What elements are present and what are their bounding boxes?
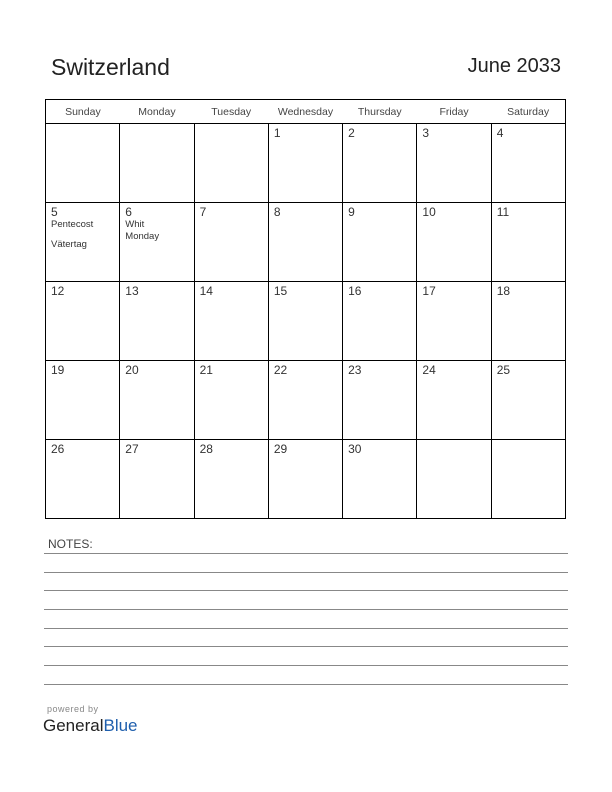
notes-line xyxy=(44,665,568,666)
day-number: 3 xyxy=(422,126,430,140)
weekday-friday: Friday xyxy=(417,100,491,124)
day-cell xyxy=(491,124,565,203)
day-number: 23 xyxy=(348,363,362,377)
day-number: 4 xyxy=(496,126,504,140)
day-cell xyxy=(194,203,268,282)
day-number: 20 xyxy=(125,363,139,377)
week-row xyxy=(46,282,566,361)
notes-line xyxy=(44,609,568,610)
weekday-tuesday: Tuesday xyxy=(194,100,268,124)
weekday-thursday: Thursday xyxy=(343,100,417,124)
day-cell xyxy=(268,282,342,361)
day-cell xyxy=(268,440,342,519)
day-cell xyxy=(417,361,491,440)
weekday-saturday: Saturday xyxy=(491,100,565,124)
day-number: 24 xyxy=(422,363,436,377)
day-number: 25 xyxy=(496,363,511,377)
day-number: 7 xyxy=(199,205,207,219)
day-number: 22 xyxy=(273,363,288,377)
day-cell xyxy=(46,203,120,282)
day-cell xyxy=(491,361,565,440)
day-number: 26 xyxy=(51,442,65,456)
day-cell xyxy=(120,124,194,203)
week-row xyxy=(46,440,566,519)
day-number: 8 xyxy=(273,205,281,219)
day-cell xyxy=(417,124,491,203)
day-number: 5 xyxy=(51,205,58,219)
powered-by-text: powered by xyxy=(47,704,99,714)
day-cell xyxy=(194,282,268,361)
notes-line xyxy=(44,553,568,554)
day-cell xyxy=(46,282,120,361)
holiday-label: Vätertag xyxy=(51,239,87,250)
weekday-monday: Monday xyxy=(120,100,194,124)
day-cell xyxy=(120,282,194,361)
day-cell xyxy=(343,361,417,440)
day-number: 1 xyxy=(273,126,281,140)
day-cell xyxy=(46,440,120,519)
day-number: 30 xyxy=(348,442,362,456)
day-cell xyxy=(268,203,342,282)
notes-line xyxy=(44,572,568,573)
day-number: 28 xyxy=(199,442,213,456)
day-number: 10 xyxy=(422,205,436,219)
day-cell xyxy=(46,124,120,203)
notes-line xyxy=(44,628,568,629)
day-number: 14 xyxy=(199,284,213,298)
weekday-wednesday: Wednesday xyxy=(268,100,342,124)
notes-label: NOTES: xyxy=(48,537,93,551)
generalblue-logo xyxy=(43,716,138,736)
day-number: 29 xyxy=(273,442,288,456)
holiday-label: Whit Monday xyxy=(125,219,160,242)
day-cell xyxy=(417,282,491,361)
day-cell xyxy=(194,361,268,440)
day-cell xyxy=(491,440,565,519)
day-cell xyxy=(120,203,194,282)
day-number: 12 xyxy=(51,284,65,298)
day-cell xyxy=(343,440,417,519)
notes-line xyxy=(44,646,568,647)
day-cell xyxy=(268,124,342,203)
day-cell xyxy=(417,440,491,519)
brand-blue: Blue xyxy=(103,716,138,735)
notes-line xyxy=(44,684,568,685)
day-number: 17 xyxy=(422,284,436,298)
country-title: Switzerland xyxy=(51,54,170,80)
day-cell xyxy=(46,361,120,440)
day-number: 18 xyxy=(496,284,511,298)
brand-general: General xyxy=(43,716,104,735)
week-row xyxy=(46,203,566,282)
day-cell xyxy=(120,361,194,440)
calendar-grid xyxy=(45,99,566,519)
week-row xyxy=(46,124,566,203)
day-number: 9 xyxy=(348,205,355,219)
day-cell xyxy=(194,440,268,519)
day-number: 19 xyxy=(51,363,65,377)
day-cell xyxy=(343,203,417,282)
day-number: 16 xyxy=(348,284,362,298)
weekday-header-row xyxy=(46,100,566,124)
day-cell xyxy=(491,203,565,282)
day-number: 11 xyxy=(496,205,510,219)
day-number: 2 xyxy=(348,126,355,140)
day-cell xyxy=(194,124,268,203)
week-row xyxy=(46,361,566,440)
holiday-label: Pentecost xyxy=(51,219,94,230)
month-year-title: June 2033 xyxy=(467,55,561,77)
day-cell xyxy=(343,282,417,361)
weekday-sunday: Sunday xyxy=(46,100,120,124)
day-number: 13 xyxy=(125,284,139,298)
day-cell xyxy=(268,361,342,440)
day-number: 15 xyxy=(273,284,288,298)
day-cell xyxy=(120,440,194,519)
notes-line xyxy=(44,590,568,591)
day-number: 6 xyxy=(125,205,132,219)
day-number: 27 xyxy=(125,442,139,456)
day-cell xyxy=(491,282,565,361)
day-cell xyxy=(417,203,491,282)
day-number: 21 xyxy=(199,363,213,377)
day-cell xyxy=(343,124,417,203)
